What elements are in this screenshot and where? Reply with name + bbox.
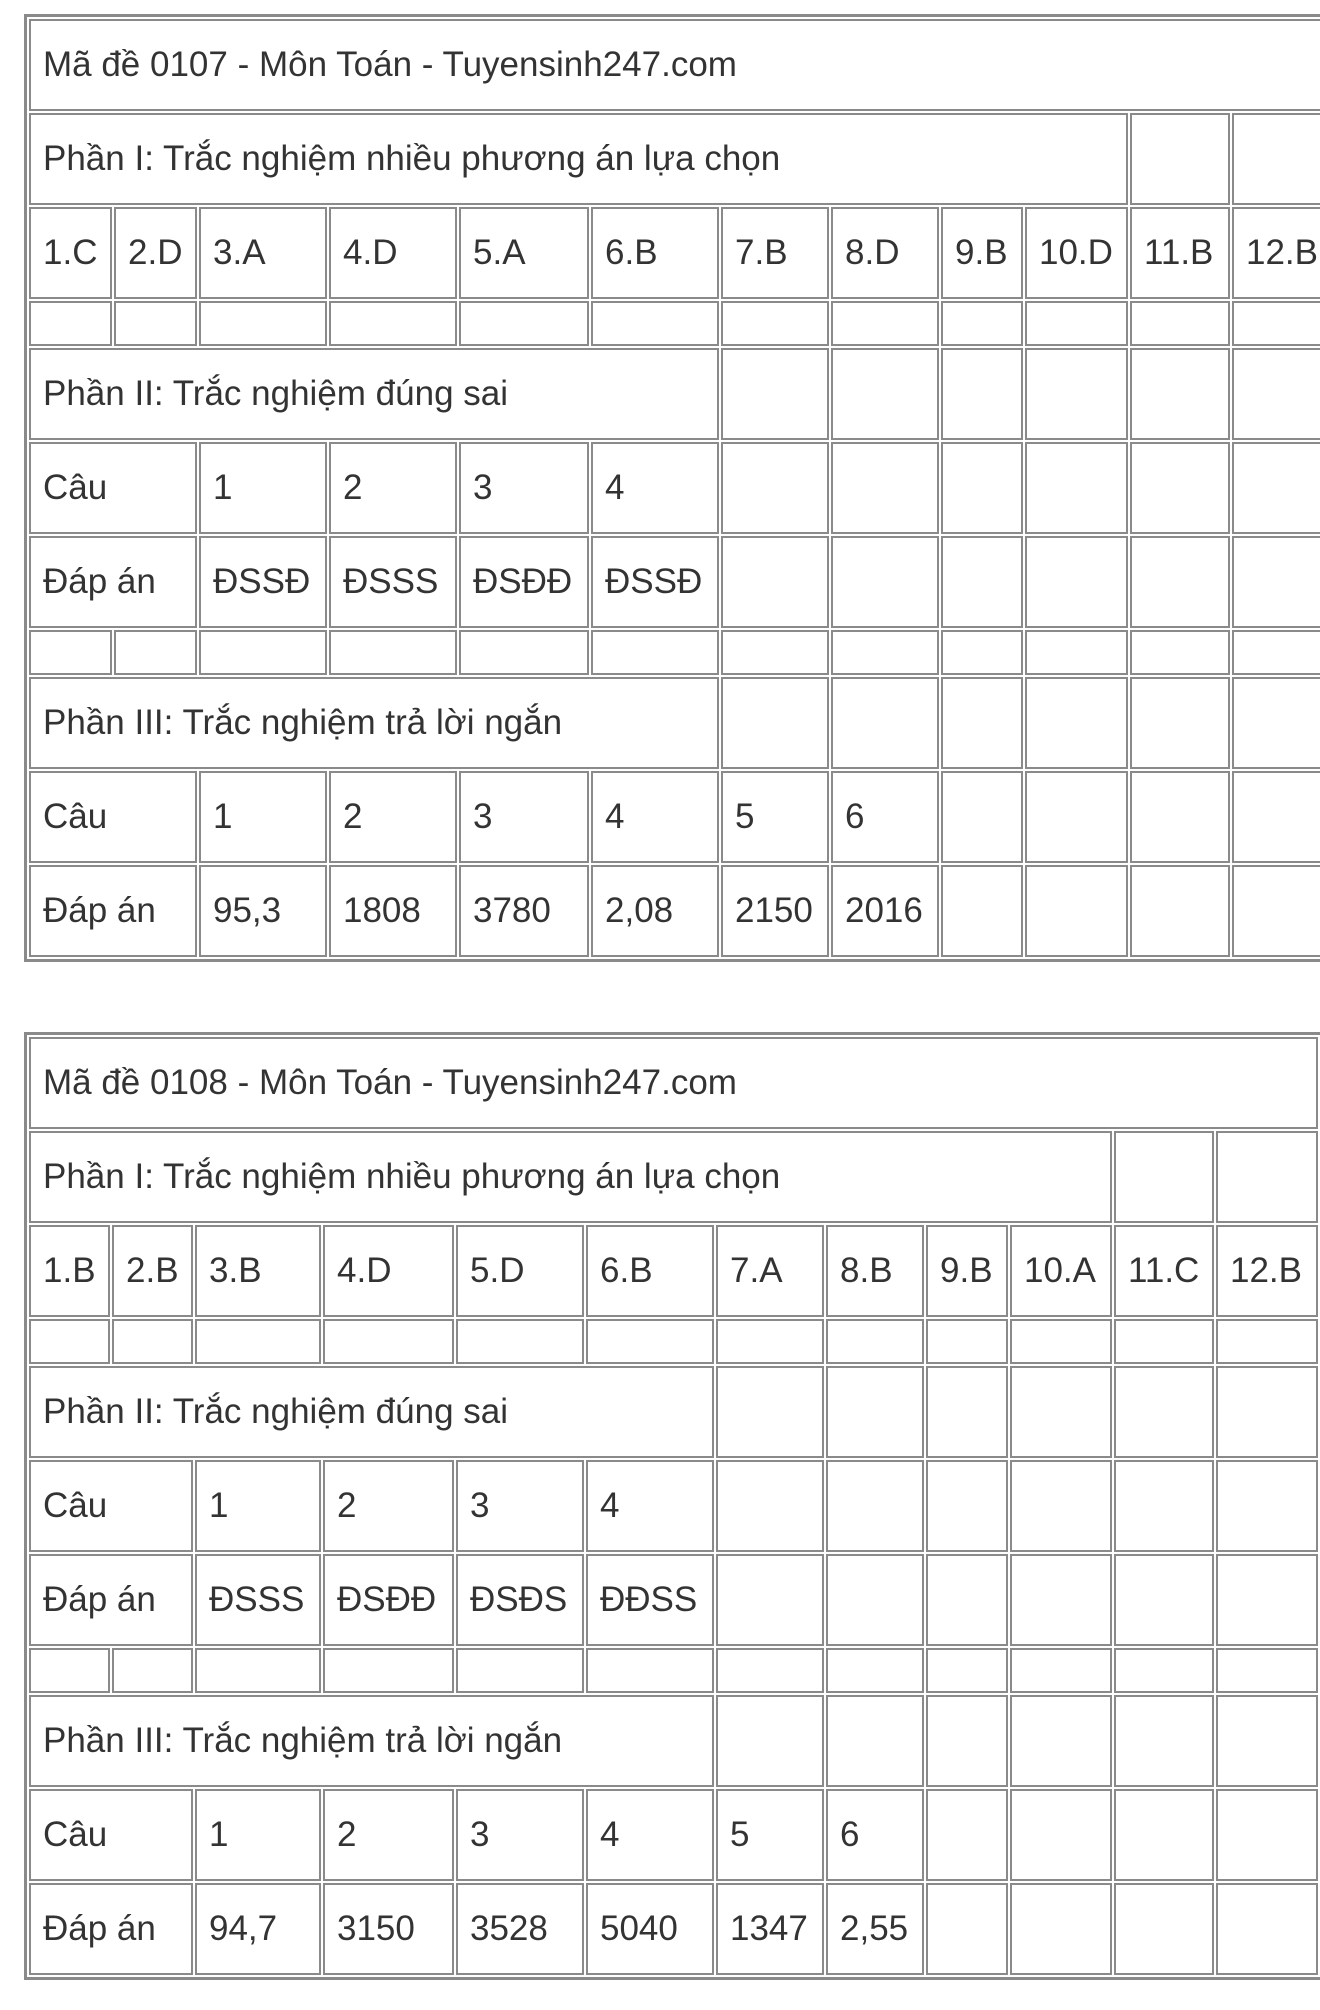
part1-answer: 4.D [323, 1225, 454, 1317]
part1-answer: 7.A [716, 1225, 824, 1317]
part2-answer: ĐSSĐ [199, 536, 327, 628]
question-number: 2 [323, 1789, 454, 1881]
part3-answer: 3150 [323, 1883, 454, 1975]
part1-answer: 2.B [112, 1225, 193, 1317]
question-number: 3 [459, 442, 589, 534]
part3-answer: 2150 [721, 865, 829, 957]
spacer-row [29, 630, 1320, 675]
part2-answer: ĐSSĐ [591, 536, 719, 628]
part1-answer: 1.B [29, 1225, 110, 1317]
part3-answer: 94,7 [195, 1883, 321, 1975]
question-number: 3 [456, 1460, 584, 1552]
question-number: 2 [329, 442, 457, 534]
part2-label: Phần II: Trắc nghiệm đúng sai [29, 348, 719, 440]
question-label: Câu [29, 442, 197, 534]
part2-answer: ĐSSS [195, 1554, 321, 1646]
spacer-row [29, 1319, 1318, 1364]
question-number: 1 [195, 1460, 321, 1552]
part1-answer: 5.D [456, 1225, 584, 1317]
part3-answer: 5040 [586, 1883, 714, 1975]
part1-answer: 8.B [826, 1225, 924, 1317]
part1-answer: 1.C [29, 207, 112, 299]
part2-label: Phần II: Trắc nghiệm đúng sai [29, 1366, 714, 1458]
part3-answer-row [29, 865, 1320, 957]
part1-answers-row [29, 1225, 1318, 1317]
question-label: Câu [29, 1460, 193, 1552]
question-number: 4 [591, 442, 719, 534]
part1-answer: 5.A [459, 207, 589, 299]
part2-answer: ĐĐSS [586, 1554, 714, 1646]
part3-answer: 2,08 [591, 865, 719, 957]
spacer-row [29, 301, 1320, 346]
answer-label: Đáp án [29, 1883, 193, 1975]
table-title: Mã đề 0108 - Môn Toán - Tuyensinh247.com [29, 1037, 1318, 1129]
part1-answer: 9.B [926, 1225, 1008, 1317]
question-number: 2 [323, 1460, 454, 1552]
part3-label: Phần III: Trắc nghiệm trả lời ngắn [29, 677, 719, 769]
answer-label: Đáp án [29, 536, 197, 628]
question-number: 3 [459, 771, 589, 863]
part3-answer: 3780 [459, 865, 589, 957]
part3-question-row [29, 1789, 1318, 1881]
question-label: Câu [29, 1789, 193, 1881]
question-number: 4 [591, 771, 719, 863]
part3-answer: 1808 [329, 865, 457, 957]
answer-label: Đáp án [29, 1554, 193, 1646]
part3-answer: 1347 [716, 1883, 824, 1975]
part3-answer: 2016 [831, 865, 939, 957]
part3-answer: 3528 [456, 1883, 584, 1975]
part1-label: Phần I: Trắc nghiệm nhiều phương án lựa chọn [29, 1131, 1112, 1223]
question-number: 3 [456, 1789, 584, 1881]
part2-answer: ĐSĐĐ [459, 536, 589, 628]
question-number: 5 [721, 771, 829, 863]
part1-answer: 10.A [1010, 1225, 1112, 1317]
part1-answer: 8.D [831, 207, 939, 299]
part3-answer-row [29, 1883, 1318, 1975]
part3-question-row [29, 771, 1320, 863]
part1-answer: 12.B [1216, 1225, 1318, 1317]
part1-answer: 6.B [586, 1225, 714, 1317]
question-label: Câu [29, 771, 197, 863]
part3-answer: 2,55 [826, 1883, 924, 1975]
part3-label: Phần III: Trắc nghiệm trả lời ngắn [29, 1695, 714, 1787]
part1-answer: 3.A [199, 207, 327, 299]
part1-answer: 4.D [329, 207, 457, 299]
question-number: 6 [831, 771, 939, 863]
question-number: 1 [199, 771, 327, 863]
spacer-row [29, 1648, 1318, 1693]
table-title: Mã đề 0107 - Môn Toán - Tuyensinh247.com [29, 19, 1320, 111]
part2-question-row [29, 442, 1320, 534]
question-number: 4 [586, 1460, 714, 1552]
question-number: 2 [329, 771, 457, 863]
answer-key-table-0108 [24, 1032, 1320, 1980]
part1-answer: 12.B [1232, 207, 1320, 299]
part1-answer: 6.B [591, 207, 719, 299]
question-number: 5 [716, 1789, 824, 1881]
answer-key-table-0107 [24, 14, 1320, 962]
part1-answer: 9.B [941, 207, 1023, 299]
part1-answer: 7.B [721, 207, 829, 299]
question-number: 4 [586, 1789, 714, 1881]
question-number: 1 [195, 1789, 321, 1881]
part2-answer-row [29, 536, 1320, 628]
part2-answer: ĐSĐS [456, 1554, 584, 1646]
part1-answer: 11.B [1130, 207, 1230, 299]
part2-answer-row [29, 1554, 1318, 1646]
part1-answers-row [29, 207, 1320, 299]
question-number: 1 [199, 442, 327, 534]
part1-answer: 3.B [195, 1225, 321, 1317]
part1-answer: 11.C [1114, 1225, 1214, 1317]
answer-label: Đáp án [29, 865, 197, 957]
part2-answer: ĐSĐĐ [323, 1554, 454, 1646]
part2-answer: ĐSSS [329, 536, 457, 628]
part2-question-row [29, 1460, 1318, 1552]
part1-label: Phần I: Trắc nghiệm nhiều phương án lựa chọn [29, 113, 1128, 205]
part1-answer: 2.D [114, 207, 197, 299]
part3-answer: 95,3 [199, 865, 327, 957]
part1-answer: 10.D [1025, 207, 1128, 299]
question-number: 6 [826, 1789, 924, 1881]
